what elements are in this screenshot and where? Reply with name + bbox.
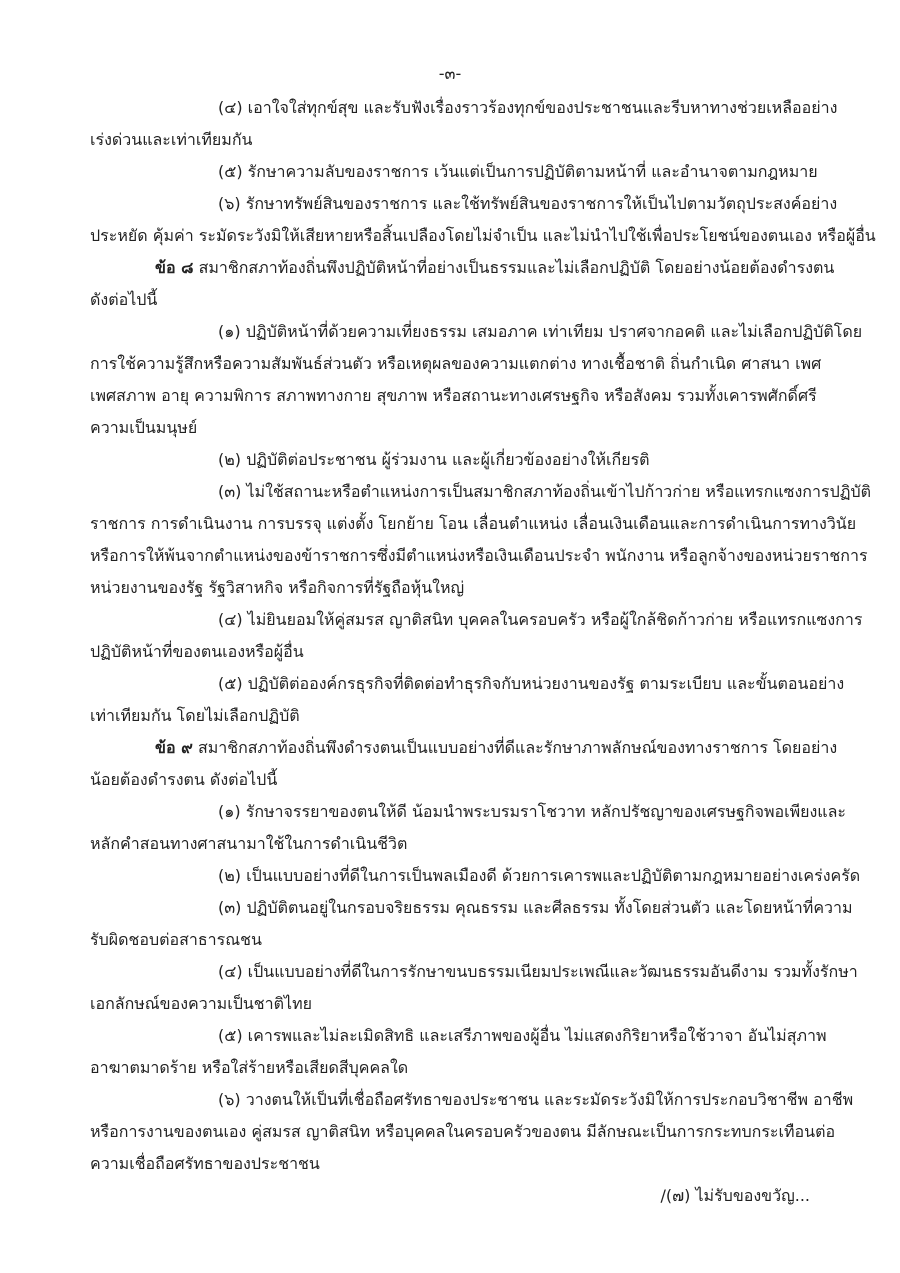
clause-number: ข้อ ๙ [155, 738, 193, 757]
paragraph-line: (๖) รักษาทรัพย์สินของราชการ และใช้ทรัพย์สินของราชการให้เป็นไปตามวัตถุประสงค์อย่าง [218, 194, 838, 213]
paragraph-line: ความเป็นมนุษย์ [90, 418, 198, 437]
paragraph-text: สมาชิกสภาท้องถิ่นพึงปฏิบัติหน้าที่อย่างเป็นธรรมและไม่เลือกปฏิบัติ โดยอย่างน้อยต้องดำรงตน [198, 258, 835, 277]
paragraph-line: เท่าเทียมกัน โดยไม่เลือกปฏิบัติ [90, 706, 300, 725]
paragraph-line: (๑) ปฏิบัติหน้าที่ด้วยความเที่ยงธรรม เสมอภาค เท่าเทียม ปราศจากอคติ และไม่เลือกปฏิบัติโดย [218, 322, 863, 341]
page-number: -๓- [438, 64, 462, 83]
paragraph-line: (๒) ปฏิบัติต่อประชาชน ผู้ร่วมงาน และผู้เกี่ยวข้องอย่างให้เกียรติ [218, 450, 650, 469]
paragraph-line: รับผิดชอบต่อสาธารณชน [90, 930, 262, 949]
paragraph-line: (๖) วางตนให้เป็นที่เชื่อถือศรัทธาของประชาชน และระมัดระวังมิให้การประกอบวิชาชีพ อาชีพ [218, 1090, 854, 1109]
paragraph-line: เอกลักษณ์ของความเป็นชาติไทย [90, 994, 312, 1013]
paragraph-line: เร่งด่วนและเท่าเทียมกัน [90, 130, 253, 149]
paragraph-line: (๕) รักษาความลับของราชการ เว้นแต่เป็นการปฏิบัติตามหน้าที่ และอำนาจตามกฎหมาย [218, 162, 818, 181]
clause-number: ข้อ ๘ [155, 258, 194, 277]
paragraph-line: (๔) ไม่ยินยอมให้คู่สมรส ญาติสนิท บุคคลในครอบครัว หรือผู้ใกล้ชิดก้าวก่าย หรือแทรกแซงการ [218, 610, 863, 629]
paragraph-line: หรือการให้พ้นจากตำแหน่งของข้าราชการซึ่งมีตำแหน่งหรือเงินเดือนประจำ พนักงาน หรือลูกจ้างของหน่วยราชการ [90, 546, 868, 565]
paragraph-line: (๓) ปฏิบัติตนอยู่ในกรอบจริยธรรม คุณธรรม และศีลธรรม ทั้งโดยส่วนตัว และโดยหน้าที่ความ [218, 898, 853, 917]
paragraph-line: (๑) รักษาจรรยาของตนให้ดี น้อมนำพระบรมราโชวาท หลักปรัชญาของเศรษฐกิจพอเพียงและ [218, 802, 847, 821]
paragraph-line: อาฆาตมาดร้าย หรือใส่ร้ายหรือเสียดสีบุคคลใด [90, 1058, 409, 1077]
clause-8-line [155, 258, 834, 278]
paragraph-line: หลักคำสอนทางศาสนามาใช้ในการดำเนินชีวิต [90, 834, 408, 853]
continuation-footer: /(๗) ไม่รับของขวัญ... [660, 1186, 810, 1205]
paragraph-line: (๓) ไม่ใช้สถานะหรือตำแหน่งการเป็นสมาชิกสภาท้องถิ่นเข้าไปก้าวก่าย หรือแทรกแซงการปฏิบัติ [218, 482, 872, 501]
paragraph-line: ประหยัด คุ้มค่า ระมัดระวังมิให้เสียหายหรือสิ้นเปลืองโดยไม่จำเป็น และไม่นำไปใช้เพื่อประโยชน์ของตนเอง หรือผู้อื่น [90, 226, 876, 245]
paragraph-line: ความเชื่อถือศรัทธาของประชาชน [90, 1154, 320, 1173]
clause-9-line [155, 738, 837, 758]
paragraph-line: (๕) เคารพและไม่ละเมิดสิทธิ และเสรีภาพของผู้อื่น ไม่แสดงกิริยาหรือใช้วาจา อันไม่สุภาพ [218, 1026, 827, 1045]
paragraph-line: เพศสภาพ อายุ ความพิการ สภาพทางกาย สุขภาพ หรือสถานะทางเศรษฐกิจ หรือสังคม รวมทั้งเคารพศักดิ์ศรี [90, 386, 817, 405]
paragraph-line: (๒) เป็นแบบอย่างที่ดีในการเป็นพลเมืองดี ด้วยการเคารพและปฏิบัติตามกฎหมายอย่างเคร่งครัด [218, 866, 861, 885]
paragraph-text: สมาชิกสภาท้องถิ่นพึงดำรงตนเป็นแบบอย่างที่ดีและรักษาภาพลักษณ์ของทางราชการ โดยอย่าง [197, 738, 838, 757]
paragraph-line: การใช้ความรู้สึกหรือความสัมพันธ์ส่วนตัว หรือเหตุผลของความแตกต่าง ทางเชื้อชาติ ถิ่นกำเนิด ศาสนา เพศ [90, 354, 822, 373]
paragraph-line: (๔) เป็นแบบอย่างที่ดีในการรักษาขนบธรรมเนียมประเพณีและวัฒนธรรมอันดีงาม รวมทั้งรักษา [218, 962, 858, 981]
paragraph-line: ดังต่อไปนี้ [90, 290, 158, 309]
paragraph-line: (๕) ปฏิบัติต่อองค์กรธุรกิจที่ติดต่อทำธุรกิจกับหน่วยงานของรัฐ ตามระเบียบ และขั้นตอนอย่าง [218, 674, 845, 693]
paragraph-line: ปฏิบัติหน้าที่ของตนเองหรือผู้อื่น [90, 642, 304, 661]
paragraph-line: หน่วยงานของรัฐ รัฐวิสาหกิจ หรือกิจการที่รัฐถือหุ้นใหญ่ [90, 578, 465, 597]
paragraph-line: น้อยต้องดำรงตน ดังต่อไปนี้ [90, 770, 278, 789]
paragraph-line: (๔) เอาใจใส่ทุกข์สุข และรับฟังเรื่องราวร้องทุกข์ของประชาชนและรีบหาทางช่วยเหลืออย่าง [218, 98, 838, 117]
paragraph-line: หรือการงานของตนเอง คู่สมรส ญาติสนิท หรือบุคคลในครอบครัวของตน มีลักษณะเป็นการกระทบกระเทือนต่อ [90, 1122, 836, 1141]
paragraph-line: ราชการ การดำเนินงาน การบรรจุ แต่งตั้ง โยกย้าย โอน เลื่อนตำแหน่ง เลื่อนเงินเดือนและการดำเนินการทางวินัย [90, 514, 857, 533]
